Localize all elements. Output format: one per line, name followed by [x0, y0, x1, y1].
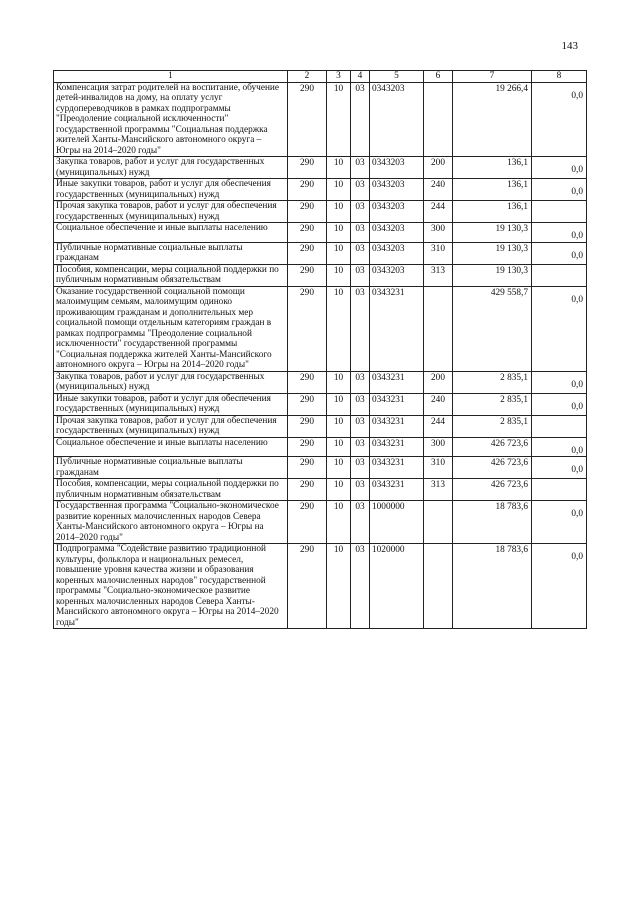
cell-target-article: 0343231: [370, 371, 424, 393]
cell-expense-type: 310: [424, 242, 453, 264]
table-row: [54, 179, 587, 201]
cell-extra-amount: 0,0: [532, 393, 587, 415]
cell-amount: 2 835,1: [453, 371, 532, 393]
table-row: [54, 264, 587, 286]
cell-subsection: 03: [351, 201, 370, 223]
cell-expense-type: 240: [424, 179, 453, 201]
cell-section: 10: [327, 544, 351, 629]
cell-extra-amount: [532, 479, 587, 501]
cell-target-article: 0343231: [370, 457, 424, 479]
cell-extra-amount: 0,0: [532, 286, 587, 371]
cell-expense-type: 244: [424, 201, 453, 223]
cell-subsection: 03: [351, 544, 370, 629]
cell-amount: 426 723,6: [453, 437, 532, 457]
cell-target-article: 0343203: [370, 82, 424, 157]
cell-extra-amount: 0,0: [532, 242, 587, 264]
cell-section: 10: [327, 82, 351, 157]
cell-subsection: 03: [351, 82, 370, 157]
cell-amount: 136,1: [453, 157, 532, 179]
table-row: [54, 286, 587, 371]
cell-target-article: 0343203: [370, 157, 424, 179]
cell-expense-type: [424, 82, 453, 157]
cell-expense-type: 244: [424, 415, 453, 437]
cell-grbs-code: 290: [288, 179, 327, 201]
cell-extra-amount: [532, 264, 587, 286]
column-header: 6: [424, 71, 453, 83]
cell-extra-amount: 0,0: [532, 371, 587, 393]
cell-expense-type: 200: [424, 371, 453, 393]
cell-target-article: 0343231: [370, 286, 424, 371]
table-row: [54, 501, 587, 544]
cell-name: Публичные нормативные социальные выплаты гражданам: [54, 242, 288, 264]
cell-section: 10: [327, 286, 351, 371]
cell-section: 10: [327, 501, 351, 544]
column-header: 7: [453, 71, 532, 83]
cell-grbs-code: 290: [288, 286, 327, 371]
table-row: [54, 201, 587, 223]
table-row: [54, 544, 587, 629]
cell-amount: 136,1: [453, 201, 532, 223]
column-header: 8: [532, 71, 587, 83]
cell-name: Оказание государственной социальной помощи малоимущим семьям, малоимущим одиноко проживающим гражданам и дополнительных мер социальной помощи отдельным категориям граждан в рамках подпрограммы "Преодоление социальной исключенности" государственной программы "Социальная поддержка жителей Ханты-Мансийского автономного округа – Югры на 2014–2020 годы": [54, 286, 288, 371]
cell-section: 10: [327, 264, 351, 286]
cell-section: 10: [327, 393, 351, 415]
cell-amount: 18 783,6: [453, 544, 532, 629]
cell-subsection: 03: [351, 393, 370, 415]
column-header: 1: [54, 71, 288, 83]
cell-target-article: 0343231: [370, 479, 424, 501]
cell-amount: 18 783,6: [453, 501, 532, 544]
cell-target-article: 1000000: [370, 501, 424, 544]
cell-extra-amount: [532, 415, 587, 437]
cell-amount: 2 835,1: [453, 415, 532, 437]
cell-grbs-code: 290: [288, 544, 327, 629]
cell-name: Прочая закупка товаров, работ и услуг для обеспечения государственных (муниципальных) нужд: [54, 415, 288, 437]
table-row: [54, 479, 587, 501]
cell-section: 10: [327, 479, 351, 501]
cell-section: 10: [327, 242, 351, 264]
cell-grbs-code: 290: [288, 393, 327, 415]
cell-expense-type: 200: [424, 157, 453, 179]
cell-section: 10: [327, 179, 351, 201]
table-body: [54, 82, 587, 629]
cell-name: Подпрограмма "Содействие развитию традиционной культуры, фольклора и национальных ремесел, повышение уровня качества жизни и образования коренных малочисленных народов" государственной программы "Социально-экономическое развитие коренных малочисленных народов Севера Ханты-Мансийского автономного округа – Югры на 2014–2020 годы": [54, 544, 288, 629]
cell-subsection: 03: [351, 264, 370, 286]
cell-name: Социальное обеспечение и иные выплаты населению: [54, 223, 288, 243]
table-row: [54, 371, 587, 393]
budget-table: [53, 70, 587, 629]
cell-target-article: 0343203: [370, 223, 424, 243]
cell-target-article: 0343231: [370, 393, 424, 415]
cell-grbs-code: 290: [288, 223, 327, 243]
cell-grbs-code: 290: [288, 157, 327, 179]
cell-extra-amount: 0,0: [532, 179, 587, 201]
cell-name: Иные закупки товаров, работ и услуг для обеспечения государственных (муниципальных) нужд: [54, 393, 288, 415]
cell-extra-amount: [532, 201, 587, 223]
cell-expense-type: 300: [424, 437, 453, 457]
cell-grbs-code: 290: [288, 371, 327, 393]
cell-amount: 19 266,4: [453, 82, 532, 157]
table-row: [54, 157, 587, 179]
cell-grbs-code: 290: [288, 242, 327, 264]
cell-amount: 2 835,1: [453, 393, 532, 415]
cell-extra-amount: 0,0: [532, 223, 587, 243]
cell-name: Закупка товаров, работ и услуг для государственных (муниципальных) нужд: [54, 371, 288, 393]
cell-amount: 426 723,6: [453, 457, 532, 479]
table-header-row: [54, 71, 587, 83]
cell-expense-type: 313: [424, 479, 453, 501]
cell-target-article: 0343231: [370, 437, 424, 457]
cell-name: Закупка товаров, работ и услуг для государственных (муниципальных) нужд: [54, 157, 288, 179]
cell-expense-type: 310: [424, 457, 453, 479]
cell-extra-amount: 0,0: [532, 82, 587, 157]
cell-subsection: 03: [351, 415, 370, 437]
cell-name: Социальное обеспечение и иные выплаты населению: [54, 437, 288, 457]
column-header: 3: [327, 71, 351, 83]
cell-section: 10: [327, 223, 351, 243]
cell-grbs-code: 290: [288, 201, 327, 223]
column-header: 2: [288, 71, 327, 83]
cell-grbs-code: 290: [288, 457, 327, 479]
cell-name: Прочая закупка товаров, работ и услуг для обеспечения государственных (муниципальных) нужд: [54, 201, 288, 223]
cell-name: Государственная программа "Социально-экономическое развитие коренных малочисленных народов Севера Ханты-Мансийского автономного округа – Югры на 2014–2020 годы": [54, 501, 288, 544]
cell-subsection: 03: [351, 157, 370, 179]
cell-section: 10: [327, 371, 351, 393]
cell-extra-amount: 0,0: [532, 544, 587, 629]
cell-subsection: 03: [351, 457, 370, 479]
table-row: [54, 82, 587, 157]
table-row: [54, 223, 587, 243]
cell-subsection: 03: [351, 223, 370, 243]
cell-subsection: 03: [351, 479, 370, 501]
cell-target-article: 0343203: [370, 179, 424, 201]
cell-subsection: 03: [351, 501, 370, 544]
cell-target-article: 0343203: [370, 264, 424, 286]
cell-extra-amount: 0,0: [532, 501, 587, 544]
cell-target-article: 0343203: [370, 242, 424, 264]
cell-amount: 19 130,3: [453, 242, 532, 264]
cell-subsection: 03: [351, 371, 370, 393]
cell-extra-amount: 0,0: [532, 157, 587, 179]
cell-grbs-code: 290: [288, 264, 327, 286]
cell-expense-type: [424, 286, 453, 371]
cell-name: Пособия, компенсации, меры социальной поддержки по публичным нормативным обязательствам: [54, 479, 288, 501]
table-row: [54, 457, 587, 479]
cell-expense-type: 313: [424, 264, 453, 286]
cell-grbs-code: 290: [288, 82, 327, 157]
cell-name: Публичные нормативные социальные выплаты гражданам: [54, 457, 288, 479]
cell-subsection: 03: [351, 286, 370, 371]
column-header: 5: [370, 71, 424, 83]
cell-name: Компенсация затрат родителей на воспитание, обучение детей-инвалидов на дому, на оплату услуг сурдопереводчиков в рамках подпрограммы "Преодоление социальной исключенности" государственной программы "Социальная поддержка жителей Ханты-Мансийского автономного округа – Югры на 2014–2020 годы": [54, 82, 288, 157]
cell-extra-amount: 0,0: [532, 457, 587, 479]
cell-grbs-code: 290: [288, 415, 327, 437]
table-row: [54, 393, 587, 415]
cell-expense-type: 300: [424, 223, 453, 243]
cell-section: 10: [327, 457, 351, 479]
cell-extra-amount: 0,0: [532, 437, 587, 457]
cell-grbs-code: 290: [288, 479, 327, 501]
cell-expense-type: 240: [424, 393, 453, 415]
cell-amount: 136,1: [453, 179, 532, 201]
cell-section: 10: [327, 437, 351, 457]
cell-amount: 426 723,6: [453, 479, 532, 501]
cell-name: Пособия, компенсации, меры социальной поддержки по публичным нормативным обязательствам: [54, 264, 288, 286]
table-row: [54, 437, 587, 457]
cell-target-article: 0343231: [370, 415, 424, 437]
cell-expense-type: [424, 501, 453, 544]
table-row: [54, 415, 587, 437]
cell-subsection: 03: [351, 242, 370, 264]
column-header: 4: [351, 71, 370, 83]
cell-section: 10: [327, 201, 351, 223]
cell-grbs-code: 290: [288, 437, 327, 457]
cell-expense-type: [424, 544, 453, 629]
cell-subsection: 03: [351, 179, 370, 201]
cell-target-article: 0343203: [370, 201, 424, 223]
cell-section: 10: [327, 415, 351, 437]
cell-grbs-code: 290: [288, 501, 327, 544]
cell-subsection: 03: [351, 437, 370, 457]
cell-target-article: 1020000: [370, 544, 424, 629]
cell-name: Иные закупки товаров, работ и услуг для обеспечения государственных (муниципальных) нужд: [54, 179, 288, 201]
cell-amount: 429 558,7: [453, 286, 532, 371]
cell-section: 10: [327, 157, 351, 179]
table-row: [54, 242, 587, 264]
page-number: 143: [561, 40, 578, 52]
cell-amount: 19 130,3: [453, 223, 532, 243]
cell-amount: 19 130,3: [453, 264, 532, 286]
